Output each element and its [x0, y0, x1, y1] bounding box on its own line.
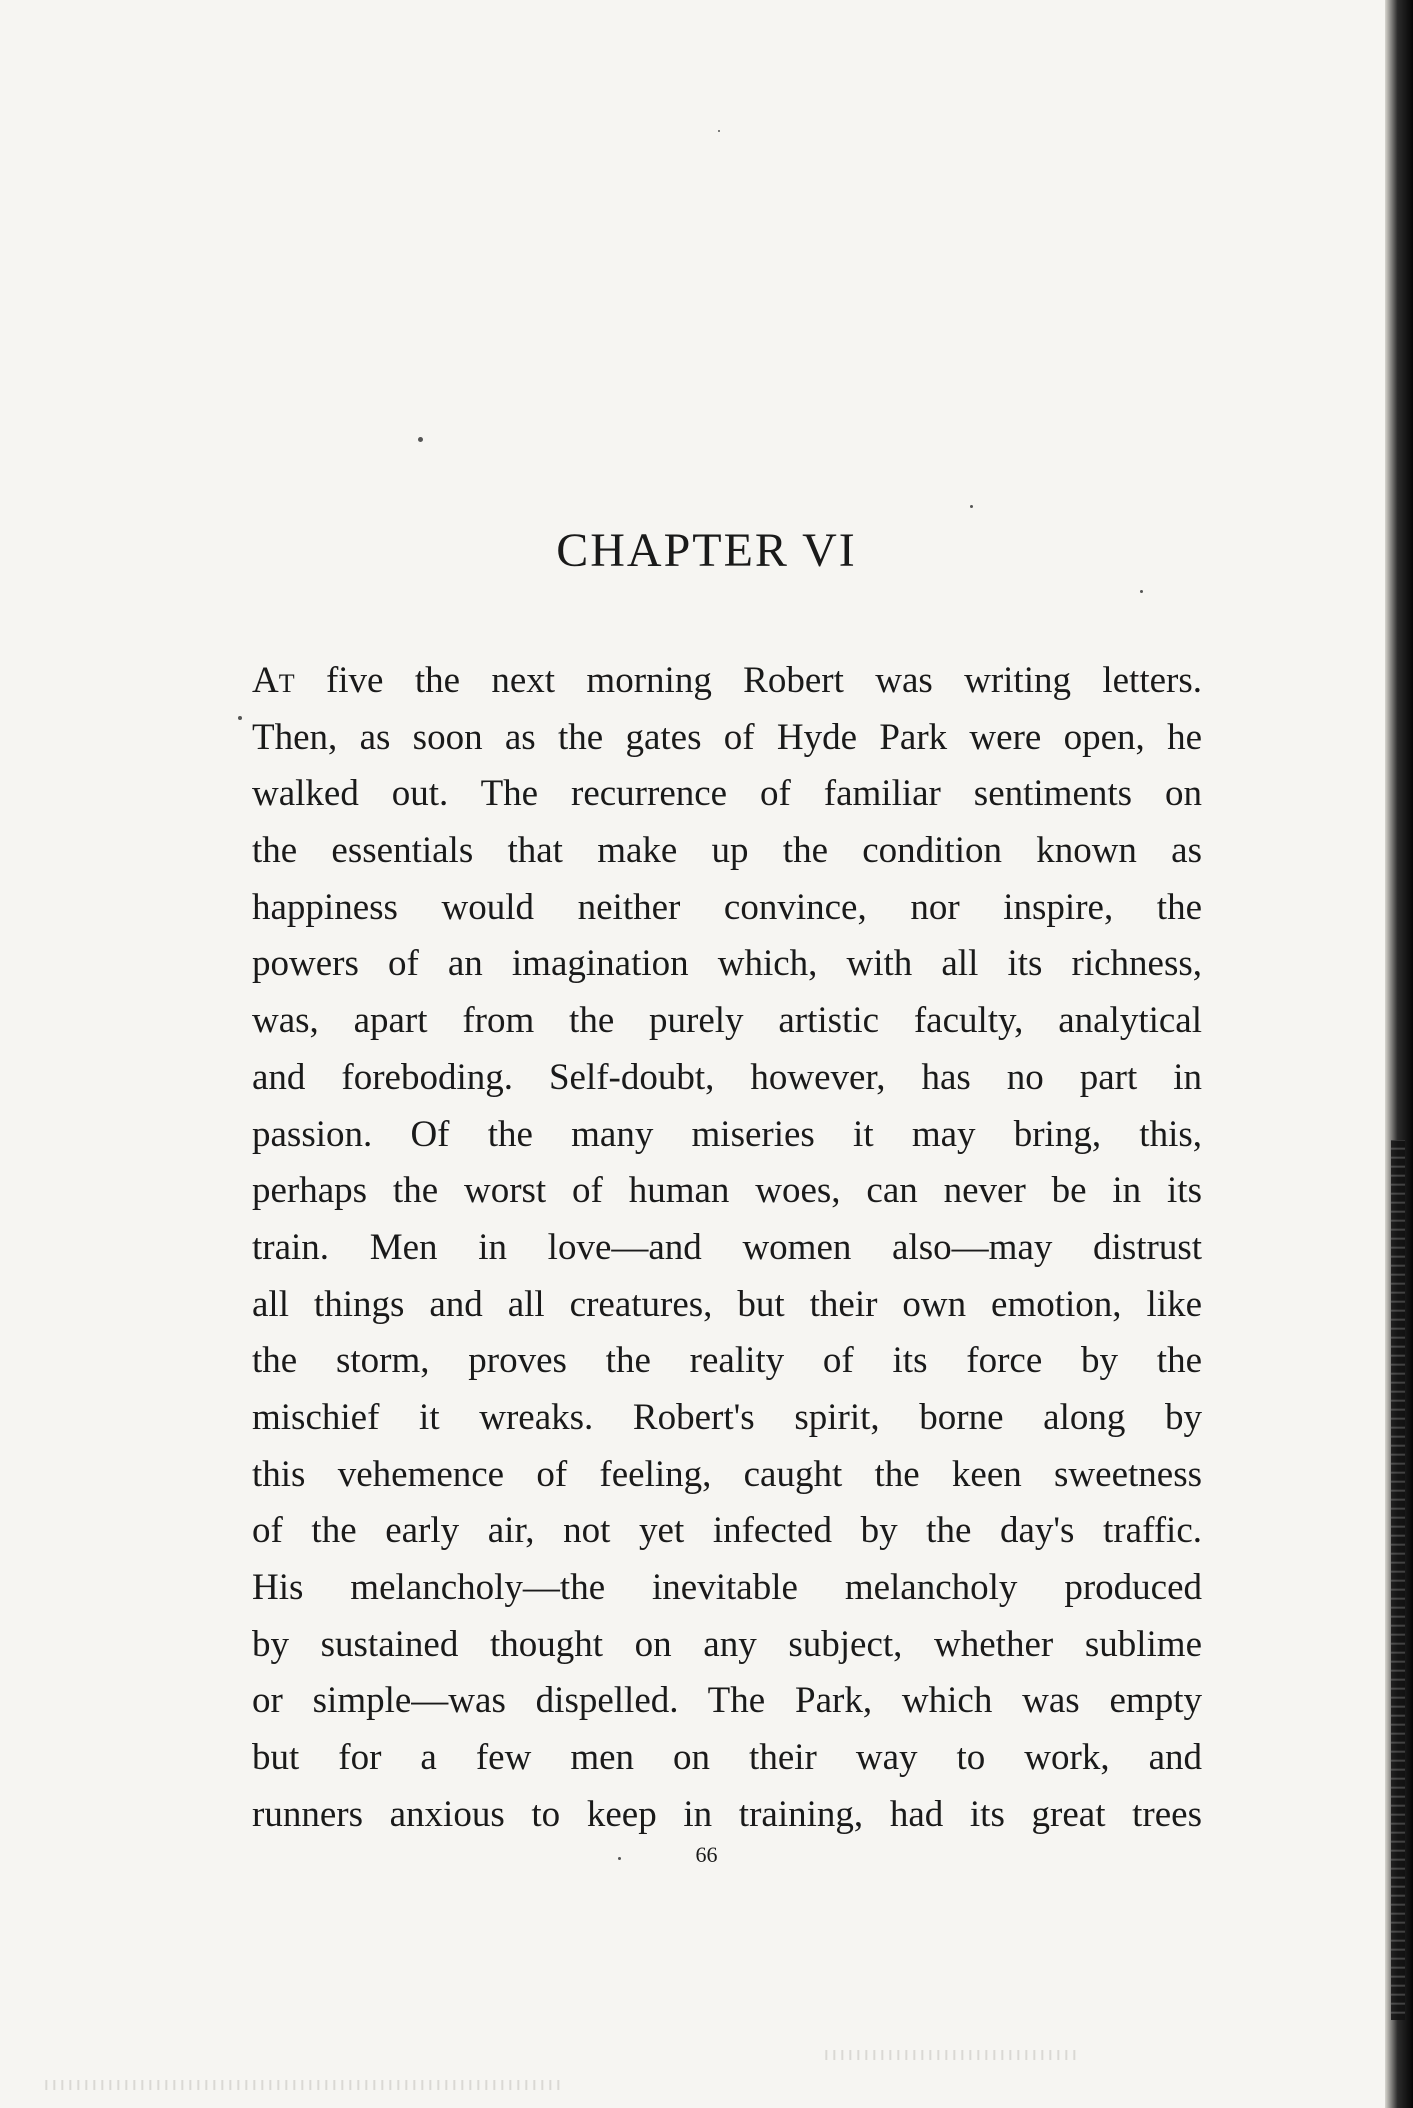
- page-number: 66: [695, 1842, 718, 1867]
- text-line: happiness would neither convince, nor inspire, the: [252, 886, 1202, 928]
- text-line: [252, 653, 1202, 710]
- scan-smudge: [820, 2050, 1080, 2060]
- scan-speck: [970, 505, 973, 508]
- scan-speck: [1140, 590, 1143, 593]
- text-line: the storm, proves the reality of its force by the: [252, 1340, 1202, 1382]
- drop-lead-word: At: [252, 660, 295, 701]
- text-line-content: five the next morning Robert was writing letters.: [294, 660, 1202, 701]
- text-line: walked out. The recurrence of familiar sentiments on: [252, 773, 1202, 815]
- text-line: passion. Of the many miseries it may bring, this,: [252, 1113, 1202, 1155]
- text-line: was, apart from the purely artistic faculty, analytical: [252, 1000, 1202, 1042]
- text-line: perhaps the worst of human woes, can never be in its: [252, 1170, 1202, 1212]
- scan-speck: [238, 716, 242, 720]
- text-line: this vehemence of feeling, caught the keen sweetness: [252, 1453, 1202, 1495]
- text-line: all things and all creatures, but their own emotion, like: [252, 1283, 1202, 1325]
- body-text: [252, 653, 1202, 1843]
- text-line: but for a few men on their way to work, and: [252, 1737, 1202, 1779]
- text-line: His melancholy—the inevitable melancholy produced: [252, 1567, 1202, 1608]
- scan-speck: [718, 130, 720, 132]
- text-line: the essentials that make up the condition known as: [252, 830, 1202, 872]
- text-line: train. Men in love—and women also—may distrust: [252, 1226, 1202, 1268]
- scan-speck: [418, 437, 423, 442]
- text-line: mischief it wreaks. Robert's spirit, borne along by: [252, 1396, 1202, 1438]
- chapter-title: CHAPTER VI: [556, 524, 857, 577]
- text-line: or simple—was dispelled. The Park, which was empty: [252, 1680, 1202, 1722]
- text-line: powers of an imagination which, with all its richness,: [252, 943, 1202, 985]
- text-line: by sustained thought on any subject, whether sublime: [252, 1623, 1202, 1665]
- text-line: Then, as soon as the gates of Hyde Park were open, he: [252, 716, 1202, 758]
- text-line: runners anxious to keep in training, had its great trees: [252, 1793, 1202, 1835]
- text-line: of the early air, not yet infected by the day's traffic.: [252, 1510, 1202, 1552]
- scan-smudge: [40, 2080, 560, 2090]
- page-binding-edge: [1385, 0, 1413, 2108]
- text-line: and foreboding. Self-doubt, however, has no part in: [252, 1056, 1202, 1098]
